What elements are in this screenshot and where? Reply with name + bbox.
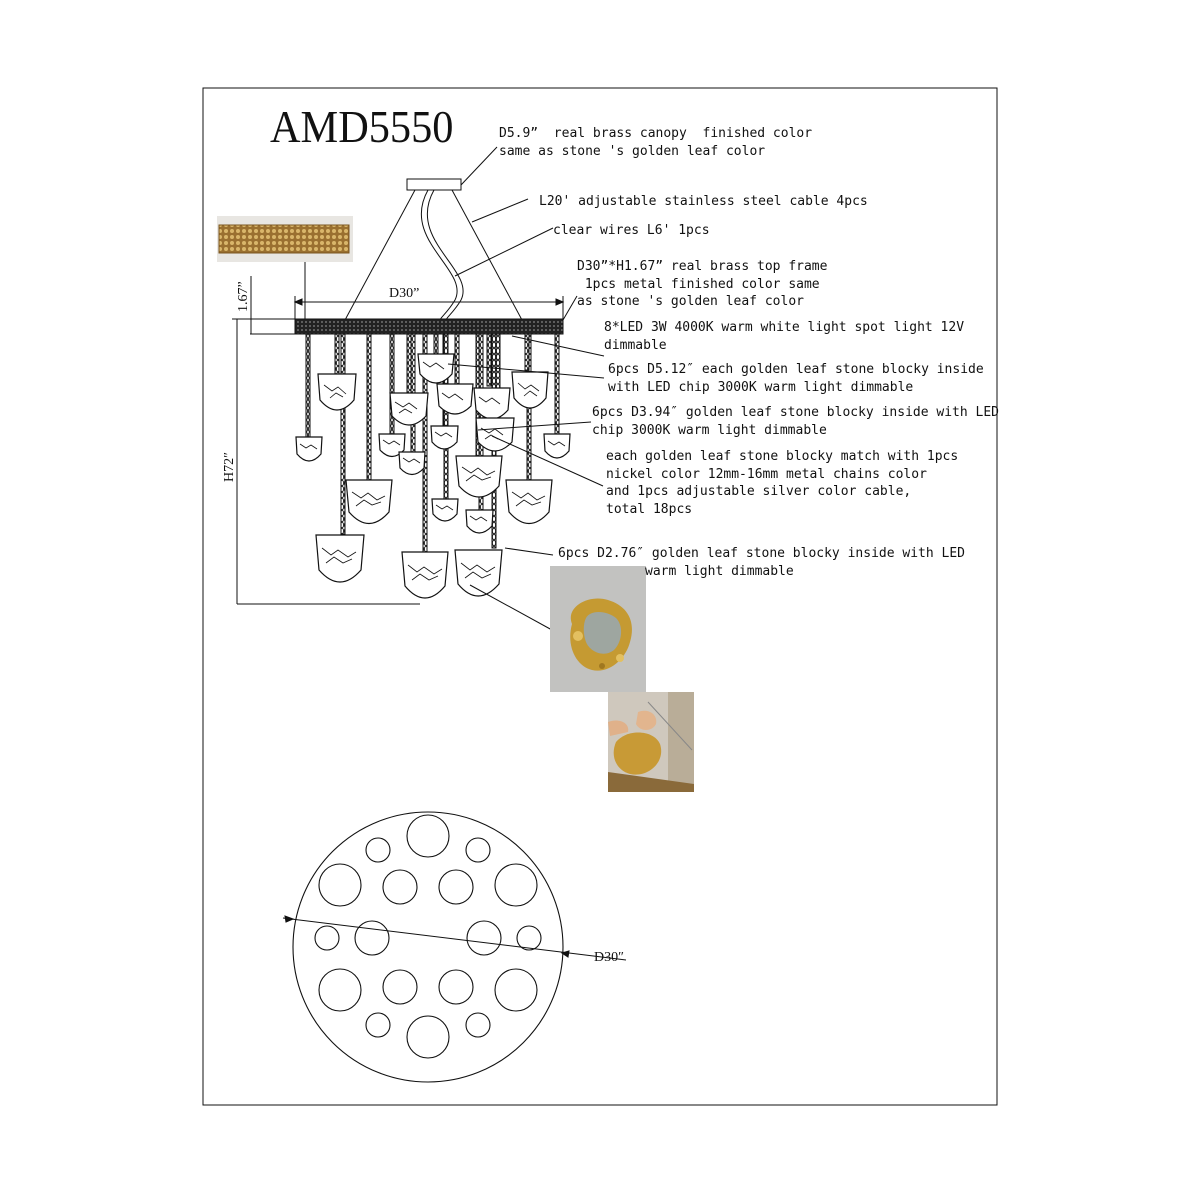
model-title: AMD5550 xyxy=(270,101,454,152)
stone-small-note-line1: 6pcs D2.76″ golden leaf stone blocky inside with LED xyxy=(558,546,965,561)
wires-note: clear wires L6' 1pcs xyxy=(553,223,710,238)
plan-diameter-label: D30″ xyxy=(594,950,624,965)
stone-medium-note: 6pcs D3.94″ golden leaf stone blocky inside with LED chip 3000K warm light dimmable xyxy=(592,405,999,438)
assembly-photo xyxy=(608,692,694,792)
top-frame xyxy=(295,319,563,334)
frame-diameter-label: D30” xyxy=(389,286,420,301)
stone-small-note-line2: warm light dimmable xyxy=(645,564,794,579)
frame-width-dimension xyxy=(295,296,563,319)
canopy xyxy=(407,179,461,190)
frame-note: D30”*H1.67” real brass top frame 1pcs metal finished color same as stone 's golden leaf color xyxy=(577,259,828,309)
led-note: 8*LED 3W 4000K warm white light spot light 12V dimmable xyxy=(604,320,965,353)
frame-height-label: 1.67” xyxy=(236,281,251,312)
overall-height-label: H72″ xyxy=(222,452,237,482)
canopy-note: D5.9” real brass canopy finished color same as stone 's golden leaf color xyxy=(499,126,813,159)
stone-large-note: 6pcs D5.12″ each golden leaf stone blocky inside with LED chip 3000K warm light dimmable xyxy=(608,362,984,395)
chain-note: each golden leaf stone blocky match with 1pcs nickel color 12mm-16mm metal chains color and 1pcs adjustable silver color cable, total 18pcs xyxy=(606,449,959,517)
golden-stone-photo xyxy=(550,566,646,692)
suspension-cables xyxy=(345,190,522,320)
cable-note: L20' adjustable stainless steel cable 4pcs xyxy=(539,194,868,209)
brass-frame-photo xyxy=(217,216,353,262)
